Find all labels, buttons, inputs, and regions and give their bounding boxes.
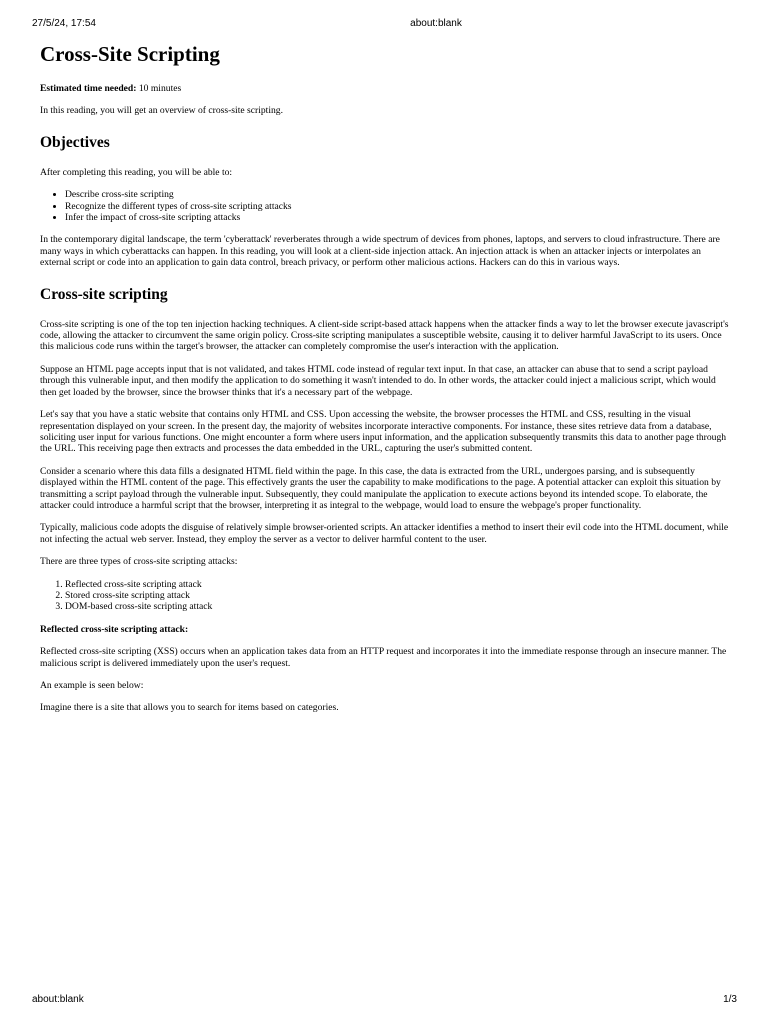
- intro-paragraph: In this reading, you will get an overview of cross-site scripting.: [40, 105, 283, 117]
- reflected-heading: Reflected cross-site scripting attack:: [40, 623, 189, 635]
- footer-url: about:blank: [32, 994, 84, 1005]
- objectives-lead: After completing this reading, you will be able to:: [40, 166, 233, 178]
- print-datetime: 27/5/24, 17:54: [32, 18, 96, 29]
- landscape-paragraph: In the contemporary digital landscape, the term 'cyberattack' reverberates through a wide spectrum of devices from phones, laptops, and servers to cloud infrastructure. There are many ways in which cyberattacks can happen. In this reading, you will look at a client-side injection attack. An injection attack is when an attacker injects or interpolates an external script or code into an application to gain data control, breach privacy, or perform other malicious actions. Hackers can do this in various ways.: [40, 234, 720, 269]
- list-item: 1. Reflected cross-site scripting attack: [65, 579, 730, 590]
- xss-types-list: [40, 579, 730, 613]
- page-number: 1/3: [723, 994, 737, 1005]
- estimated-time-label: Estimated time needed:: [40, 83, 137, 94]
- xss-paragraph: Let's say that you have a static website that contains only HTML and CSS. Upon accessing the website, the browser processes the HTML and CSS, resulting in the visual representation displayed on your screen. In the present day, the majority of websites incorporate interactive components. For instance, these sites retrieve data from a database, soliciting user input for various functions. One might encounter a form where users input information, and the application subsequently transmits this data to another page through the URL. This receiving page then extracts and processes the data embedded in the URL, capturing the user's submitted content.: [40, 409, 727, 455]
- reflected-paragraph: Reflected cross-site scripting (XSS) occurs when an application takes data from an HTTP request and incorporates it into the immediate response through an insecure manner. The malicious script is delivered immediately upon the user's request.: [40, 646, 727, 669]
- xss-heading: Cross-site scripting: [40, 285, 168, 303]
- objectives-list: [40, 189, 730, 223]
- estimated-time: [40, 83, 730, 94]
- document-body: [40, 38, 730, 725]
- reflected-paragraph: An example is seen below:: [40, 680, 144, 691]
- xss-paragraph: Suppose an HTML page accepts input that is not validated, and takes HTML code instead of regular text input. In that case, an attacker can abuse that to send a script payload through this vulnerable input, and then modify the application to do something it wasn't intended to do. In other words, the attacker could inject a malicious script, which would then get loaded by the browser, since the browser thinks that it's a necessary part of the webpage.: [40, 363, 716, 398]
- xss-paragraph: Consider a scenario where this data fills a designated HTML field within the page. In this case, the data is extracted from the URL, undergoes parsing, and is subsequently displayed within the HTML content of the page. This effectively grants the user the capability to make modifications to the page. A potential attacker can exploit this situation by transmitting a script payload through the vulnerable input. Subsequently, they could manipulate the application to execute actions beyond its intended scope. To elaborate, the attacker could introduce a harmful script that the browser, interpreting it as integral to the webpage, would load to ensure the webpage's proper functionality.: [40, 465, 721, 511]
- xss-paragraph: Typically, malicious code adopts the disguise of relatively simple browser-oriented scripts. An attacker identifies a method to insert their evil code into the HTML document, while not infecting the actual web server. Instead, they employ the server as a vector to deliver harmful content to the user.: [40, 522, 729, 545]
- estimated-time-value: 10 minutes: [136, 83, 182, 94]
- list-item: • Recognize the different types of cross-site scripting attacks: [65, 201, 730, 212]
- xss-paragraph: Cross-site scripting is one of the top ten injection hacking techniques. A client-side script-based attack happens when the attacker finds a way to let the browser execute javascript's code, allowing the attacker to circumvent the same origin policy. Cross-site scripting manipulates a susceptible website, causing it to deliver harmful JavaScript to its users. Once this malicious code runs within the target's browser, the attacker can completely compromise the user's interaction with the application.: [40, 318, 729, 353]
- list-item: 3. DOM-based cross-site scripting attack: [65, 601, 730, 612]
- print-url: about:blank: [410, 18, 462, 29]
- list-item: • Describe cross-site scripting: [65, 189, 730, 200]
- list-item: • Infer the impact of cross-site scripting attacks: [65, 212, 730, 223]
- page-title: Cross-Site Scripting: [40, 42, 220, 66]
- objectives-heading: Objectives: [40, 133, 110, 151]
- list-item: 2. Stored cross-site scripting attack: [65, 590, 730, 601]
- reflected-paragraph: Imagine there is a site that allows you to search for items based on categories.: [40, 702, 339, 714]
- xss-types-lead: There are three types of cross-site scripting attacks:: [40, 556, 238, 568]
